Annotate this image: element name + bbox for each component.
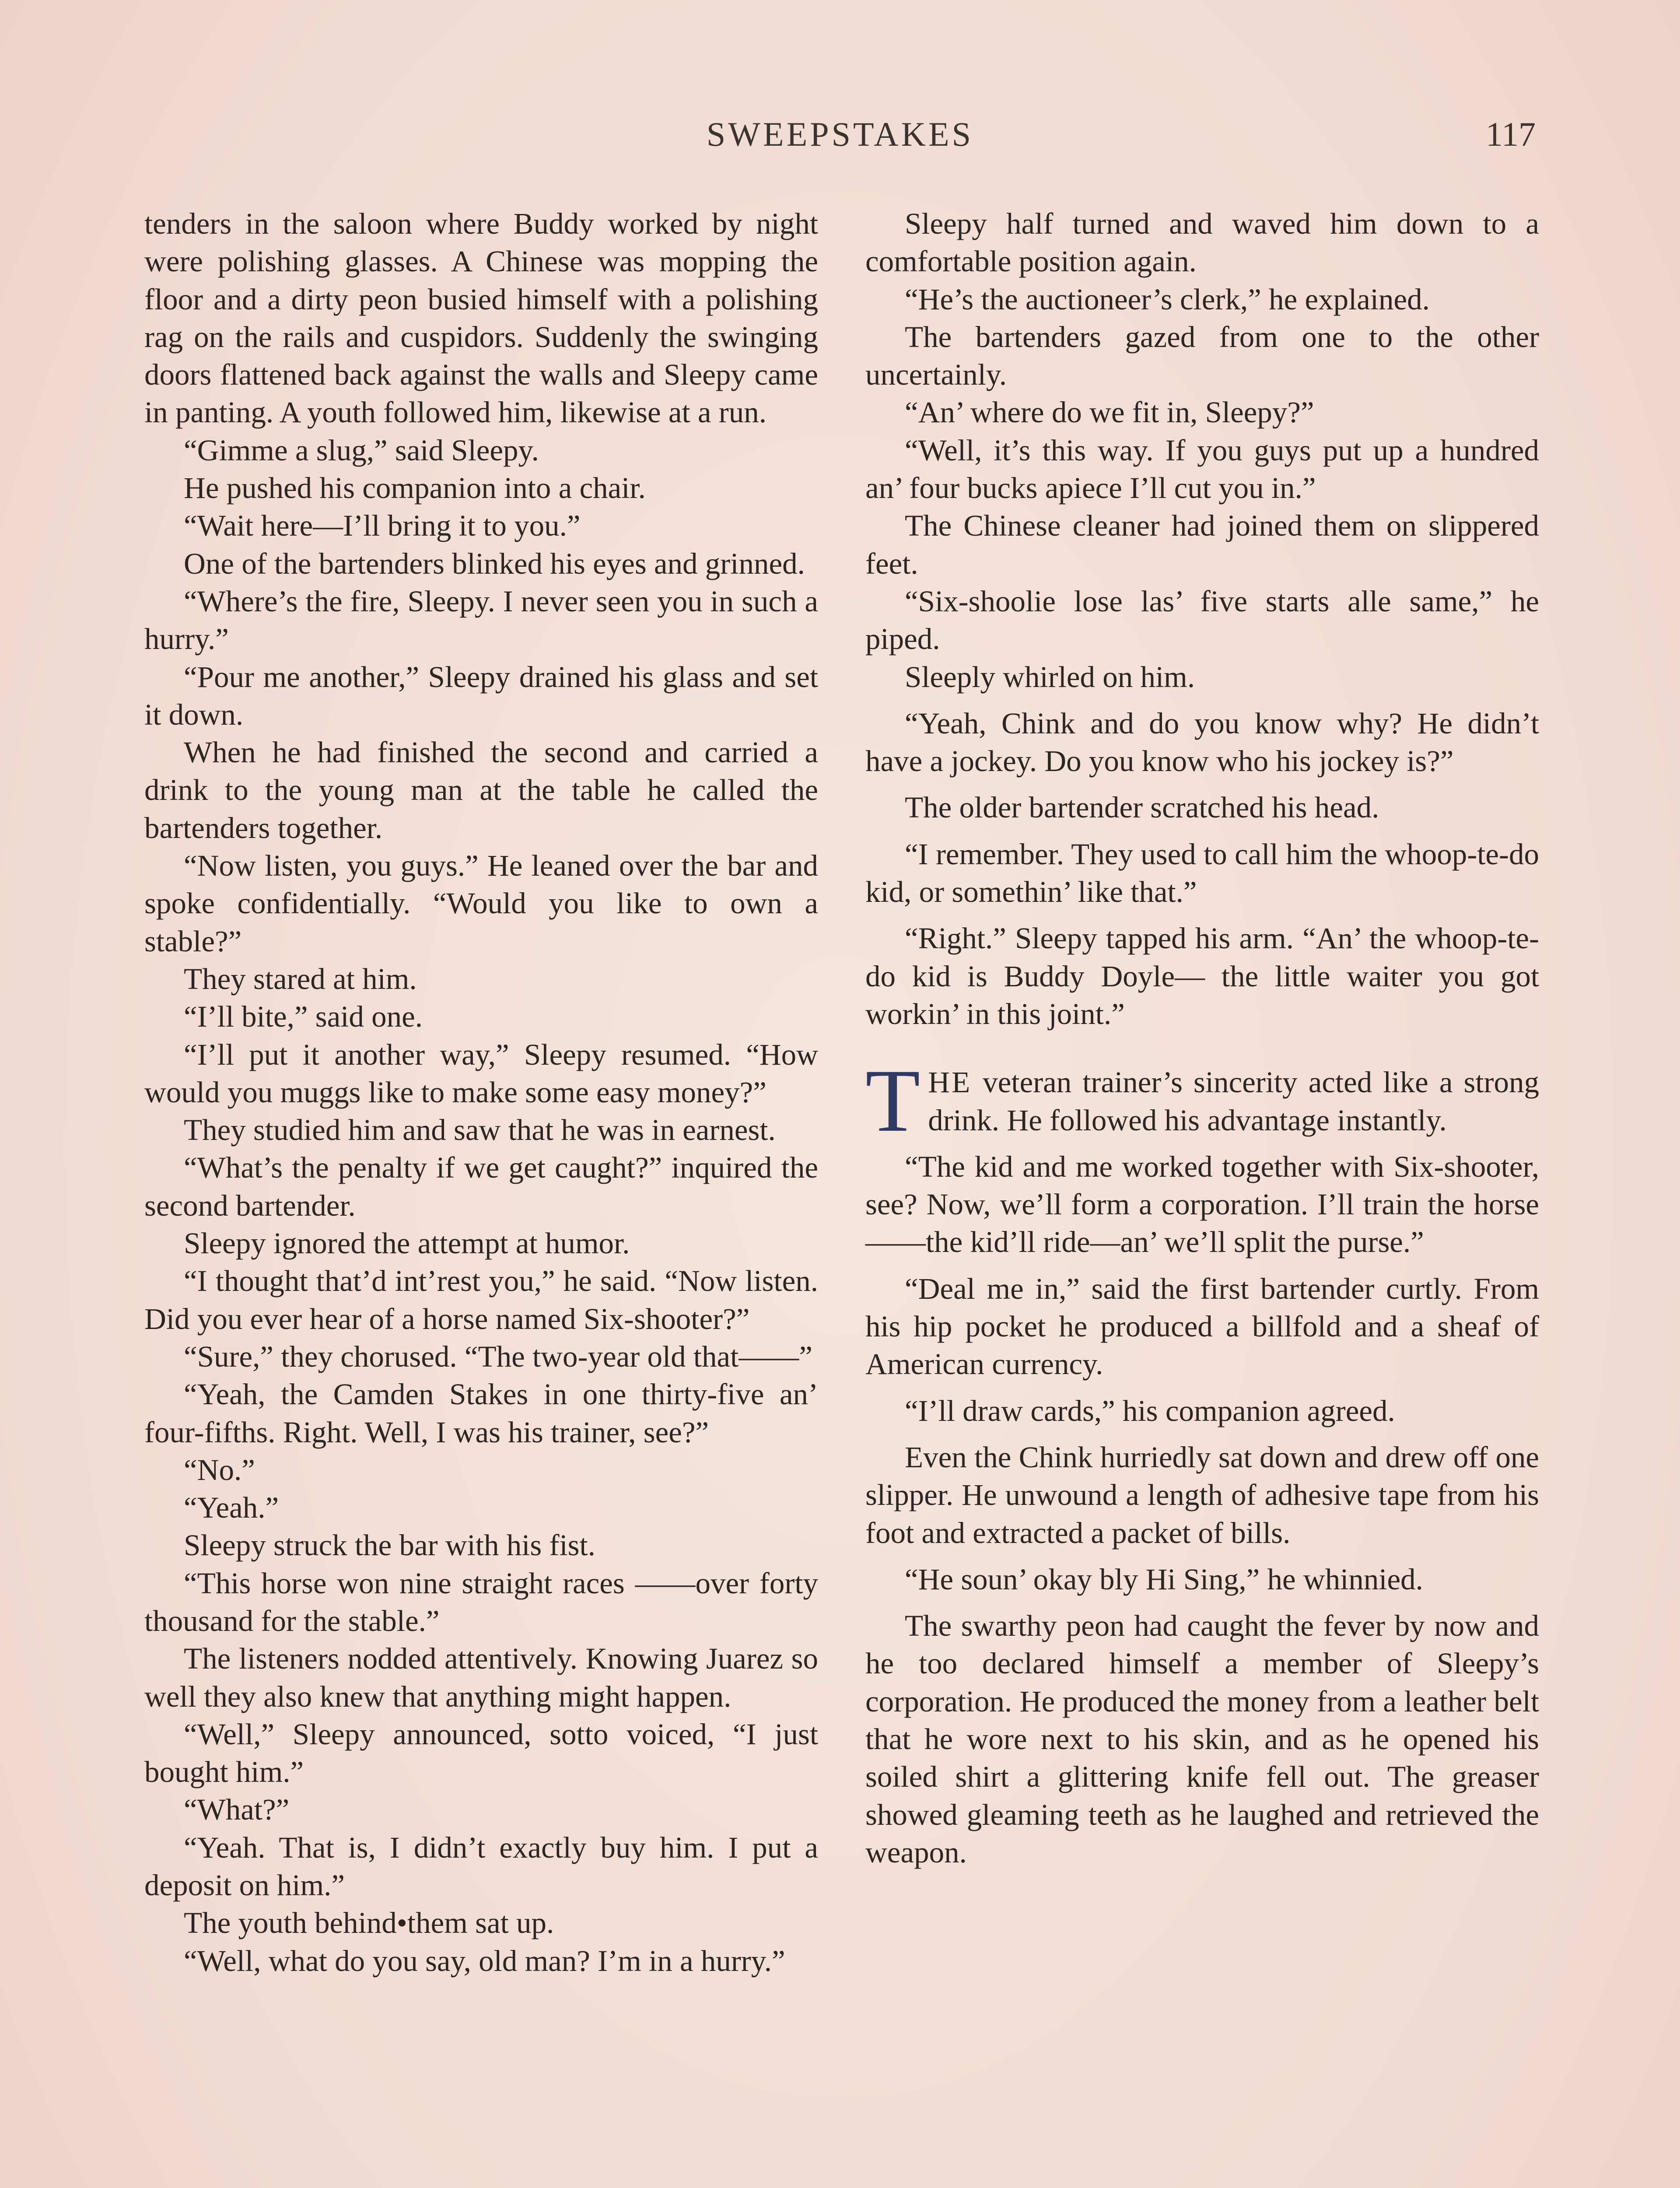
paragraph: Sleeply whirled on him. [905,660,1195,694]
paragraph: “Yeah.” [184,1491,279,1525]
paragraph: “I’ll bite,” said one. [184,1000,423,1034]
paragraph: “Wait here—I’ll bring it to you.” [184,509,581,543]
paragraph: They studied him and saw that he was in earnest. [184,1113,776,1147]
paragraph: The listeners nodded attentively. Knowing Juarez so well they also knew that anything might happen. [144,1642,818,1713]
left-column [144,205,818,1980]
paragraph: “Well, it’s this way. If you guys put up a hundred an’ four bucks apiece I’ll cut you in.” [865,433,1539,505]
paragraph: “Deal me in,” said the first bartender curtly. From his hip pocket he produced a billfold and a sheaf of American currency. [865,1272,1539,1381]
paragraph: “I thought that’d int’rest you,” he said. “Now listen. Did you ever hear of a horse named Six-shooter?” [144,1264,818,1336]
paragraph: “I’ll put it another way,” Sleepy resumed. “How would you muggs like to make some easy money?” [144,1038,818,1109]
section-opening-text: veteran trainer’s sincerity acted like a strong drink. He followed his advantage instantly. [928,1066,1539,1137]
paragraph: “Now listen, you guys.” He leaned over the bar and spoke confidentially. “Would you like to own a stable?” [144,849,818,958]
paragraph: The youth behind•them sat up. [184,1906,554,1940]
paragraph: “I remember. They used to call him the whoop-te-do kid, or somethin’ like that.” [865,837,1539,909]
paragraph: One of the bartenders blinked his eyes and grinned. [184,547,805,580]
paragraph: “He soun’ okay bly Hi Sing,” he whinnied. [905,1562,1423,1596]
paragraph: “Pour me another,” Sleepy drained his glass and set it down. [144,660,818,731]
smallcaps-lead: HE [928,1066,972,1099]
paragraph: “An’ where do we fit in, Sleepy?” [905,396,1314,429]
paragraph: “No.” [184,1453,255,1487]
paragraph: When he had finished the second and carried a drink to the young man at the table he called the bartenders together. [144,736,818,845]
paragraph: Sleepy ignored the attempt at humor. [184,1227,630,1260]
drop-cap: T [865,1051,920,1151]
paragraph: “Sure,” they chorused. “The two-year old that——” [184,1339,812,1373]
paragraph: “Right.” Sleepy tapped his arm. “An’ the whoop-te-do kid is Buddy Doyle— the little waiter you got workin’ in this joint.” [865,922,1539,1031]
paragraph: The Chinese cleaner had joined them on slippered feet. [865,509,1539,580]
running-title: SWEEPSTAKES [706,115,974,153]
paragraph: Even the Chink hurriedly sat down and drew off one slipper. He unwound a length of adhesive tape from his foot and extracted a packet of bills. [865,1440,1539,1550]
running-header [144,115,1536,163]
paragraph: “Yeah, Chink and do you know why? He didn’t have a jockey. Do you know who his jockey is?” [865,706,1539,778]
paragraph: “This horse won nine straight races ——over forty thousand for the stable.” [144,1566,818,1637]
paragraph: Sleepy struck the bar with his fist. [184,1529,595,1562]
paragraph: “What?” [184,1793,290,1827]
paragraph: “He’s the auctioneer’s clerk,” he explained. [905,282,1430,316]
paragraph: “Where’s the fire, Sleepy. I never seen you in such a hurry.” [144,584,818,656]
paragraph: They stared at him. [184,962,417,996]
paragraph: The swarthy peon had caught the fever by now and he too declared himself a member of Sleepy’s corporation. He produced the money from a leather belt that he wore next to his skin, and as he opened his soiled shirt a glittering knife fell out. The greaser showed gleaming teeth as he laughed and retrieved the weapon. [865,1609,1539,1869]
paragraph: tenders in the saloon where Buddy worked by night were polishing glasses. A Chinese was mopping the floor and a dirty peon busied himself with a polishing rag on the rails and cuspidors. Suddenly the swinging doors flattened back against the walls and Sleepy came in panting. A youth followed him, likewise at a run. [144,207,818,429]
section-opening-paragraph [865,1051,1539,1151]
paragraph: “Yeah. That is, I didn’t exactly buy him. I put a deposit on him.” [144,1830,818,1902]
paragraph: “Six-shoolie lose las’ five starts alle same,” he piped. [865,584,1539,656]
paragraph: “Gimme a slug,” said Sleepy. [184,433,539,467]
page-number: 117 [1485,115,1536,153]
paragraph: “The kid and me worked together with Six-shooter, see? Now, we’ll form a corporation. I’ll train the horse ——the kid’ll ride—an’ we’ll split the purse.” [865,1150,1539,1259]
paragraph: “What’s the penalty if we get caught?” inquired the second bartender. [144,1151,818,1222]
paragraph: “Well,” Sleepy announced, sotto voiced, “I just bought him.” [144,1717,818,1789]
right-column [865,205,1539,1871]
paragraph: “Well, what do you say, old man? I’m in a hurry.” [184,1944,785,1978]
paragraph: “I’ll draw cards,” his companion agreed. [905,1394,1395,1427]
paragraph: “Yeah, the Camden Stakes in one thirty-five an’ four-fifths. Right. Well, I was his trainer, see?” [144,1378,818,1449]
paragraph: The bartenders gazed from one to the other uncertainly. [865,320,1539,392]
paragraph: The older bartender scratched his head. [905,791,1379,824]
paragraph: Sleepy half turned and waved him down to a comfortable position again. [865,207,1539,278]
paragraph: He pushed his companion into a chair. [184,471,646,505]
